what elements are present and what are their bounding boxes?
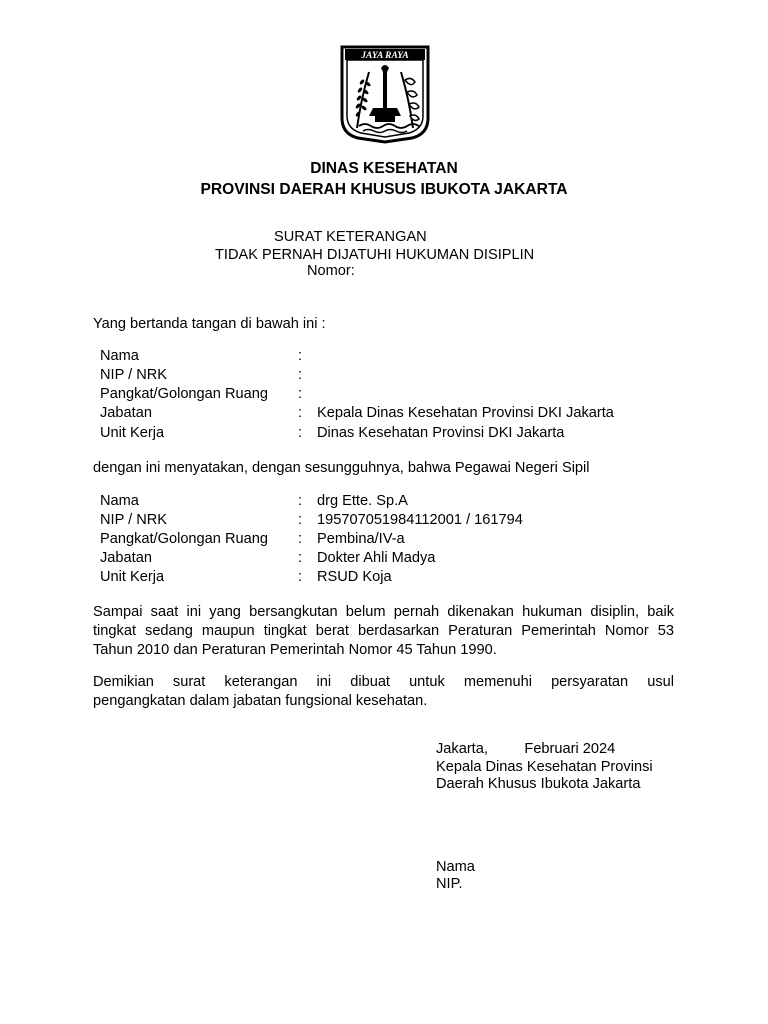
jaya-raya-emblem-logo	[339, 44, 431, 144]
employee-rank-label: Pangkat/Golongan Ruang	[100, 531, 268, 547]
employee-unit-label: Unit Kerja	[100, 569, 165, 585]
signature-place-date: Jakarta, Februari 2024	[436, 741, 616, 757]
signer-rank-label: Pangkat/Golongan Ruang	[100, 386, 268, 402]
signer-nip-colon: :	[298, 367, 303, 383]
title-number-label: Nomor:	[307, 263, 355, 279]
signer-position-label: Jabatan	[100, 405, 152, 421]
employee-name-value: drg Ette. Sp.A	[317, 493, 408, 509]
signer-unit-label: Unit Kerja	[100, 425, 165, 441]
employee-rank-value: Pembina/IV-a	[317, 531, 405, 547]
paragraph-purpose	[93, 673, 674, 711]
signer-unit-colon: :	[298, 425, 303, 441]
employee-position-value: Dokter Ahli Madya	[317, 550, 436, 566]
employee-rank-colon: :	[298, 531, 303, 547]
title-subject: TIDAK PERNAH DIJATUHI HUKUMAN DISIPLIN	[215, 247, 535, 263]
signature-name-label: Nama	[436, 859, 475, 875]
signer-rank-colon: :	[298, 386, 303, 402]
employee-name-colon: :	[298, 493, 303, 509]
signer-nip-label: NIP / NRK	[100, 367, 168, 383]
signature-position-line1: Kepala Dinas Kesehatan Provinsi	[436, 759, 653, 775]
employee-position-colon: :	[298, 550, 303, 566]
signer-name-label: Nama	[100, 348, 139, 364]
header-province: PROVINSI DAERAH KHUSUS IBUKOTA JAKARTA	[200, 181, 568, 198]
paragraph2-line: Demikian surat keterangan ini dibuat untuk memenuhi persyaratan usul	[93, 674, 674, 690]
employee-unit-value: RSUD Koja	[317, 569, 392, 585]
signature-position-line2: Daerah Khusus Ibukota Jakarta	[436, 776, 641, 792]
paragraph-disciplinary-status	[93, 603, 674, 660]
employee-name-label: Nama	[100, 493, 139, 509]
paragraph1-line: Tahun 2010 dan Peraturan Pemerintah Nomor 45 Tahun 1990.	[93, 642, 497, 658]
employee-nip-colon: :	[298, 512, 303, 528]
paragraph1-line: tingkat sedang maupun tingkat berat berdasarkan Peraturan Pemerintah Nomor 53	[93, 623, 674, 639]
signer-unit-value: Dinas Kesehatan Provinsi DKI Jakarta	[317, 425, 565, 441]
header-agency: DINAS KESEHATAN	[310, 160, 458, 177]
employee-nip-label: NIP / NRK	[100, 512, 168, 528]
paragraph2-line: pengangkatan dalam jabatan fungsional kesehatan.	[93, 693, 428, 709]
signer-position-value: Kepala Dinas Kesehatan Provinsi DKI Jakarta	[317, 405, 614, 421]
paragraph1-line: Sampai saat ini yang bersangkutan belum pernah dikenakan hukuman disiplin, baik	[93, 604, 674, 620]
title-letter-type: SURAT KETERANGAN	[274, 229, 427, 245]
signature-nip-label: NIP.	[436, 876, 463, 892]
employee-position-label: Jabatan	[100, 550, 152, 566]
employee-unit-colon: :	[298, 569, 303, 585]
intro-text: Yang bertanda tangan di bawah ini :	[93, 316, 326, 332]
employee-nip-value: 195707051984112001 / 161794	[317, 512, 523, 528]
statement-text: dengan ini menyatakan, dengan sesungguhnya, bahwa Pegawai Negeri Sipil	[93, 460, 590, 476]
logo-motto: JAYA RAYA	[361, 51, 409, 61]
signer-name-colon: :	[298, 348, 303, 364]
signer-position-colon: :	[298, 405, 303, 421]
